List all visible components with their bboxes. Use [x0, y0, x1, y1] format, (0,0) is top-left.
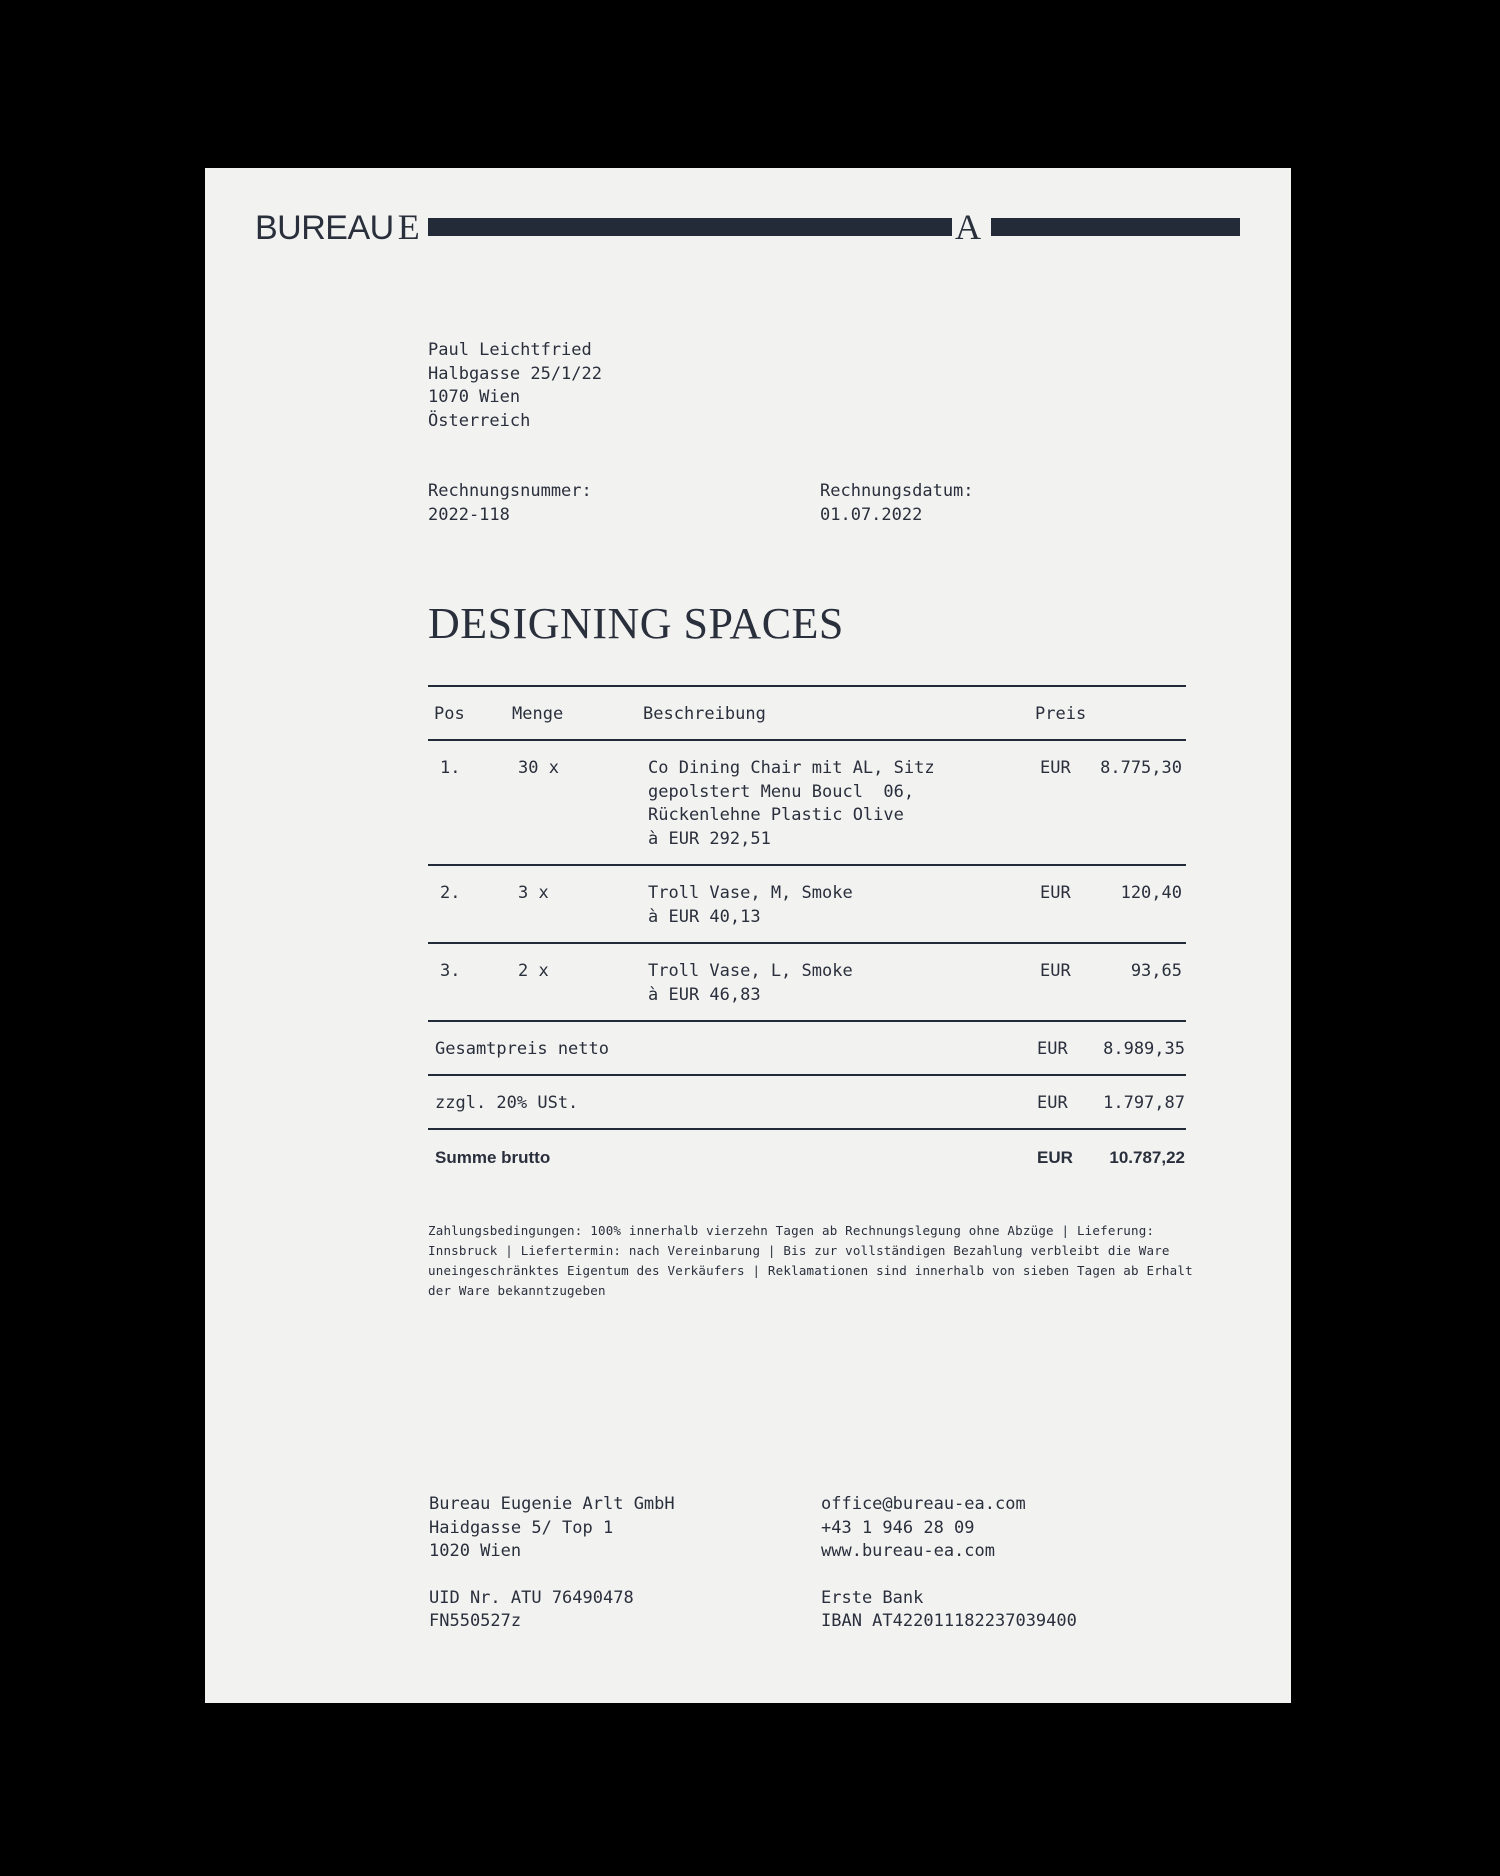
invoice-number: 2022-118: [428, 504, 510, 525]
brand-initial-e: E: [397, 207, 420, 247]
gross-total-amount: 10.787,22: [1109, 1148, 1185, 1167]
recipient-street: Halbgasse 25/1/22: [428, 363, 602, 384]
row-quantity: 3 x: [518, 883, 549, 903]
invoice-date-label: Rechnungsdatum:: [820, 481, 974, 501]
table-rule: [428, 942, 1186, 944]
invoice-number-label: Rechnungsnummer:: [428, 481, 592, 501]
footer-website: www.bureau-ea.com: [821, 1541, 995, 1561]
recipient-city: 1070 Wien: [428, 387, 521, 407]
header-beschreibung: Beschreibung: [643, 704, 766, 724]
row-pos: 1.: [440, 758, 461, 778]
row-quantity: 2 x: [518, 961, 549, 981]
footer-iban: IBAN AT422011182237039400: [821, 1611, 1077, 1631]
header-pos: Pos: [434, 704, 465, 724]
table-rule: [428, 864, 1186, 866]
row-pos: 3.: [440, 961, 461, 981]
row-currency: EUR: [1040, 883, 1071, 903]
table-rule: [428, 1128, 1186, 1130]
gross-total-currency: EUR: [1037, 1148, 1073, 1167]
row-description-line: gepolstert Menu Boucl 06,: [648, 781, 915, 802]
net-total-label: Gesamtpreis netto: [435, 1039, 609, 1059]
row-description-line: Co Dining Chair mit AL, Sitz: [648, 758, 935, 778]
table-rule: [428, 739, 1186, 741]
payment-terms: Zahlungsbedingungen: 100% innerhalb vierzehn Tagen ab Rechnungslegung ohne Abzüge | Lieferung: Innsbruck | Liefertermin: nach Vereinbarung | Bis zur vollständigen Bezahlung verbleibt die Ware uneingeschränktes Eigentum des Verkäufers | Reklamationen sind innerhalb von sieben Tagen ab Erhalt der Ware bekanntzugeben: [428, 1223, 1193, 1298]
vat-amount: 1.797,87: [1103, 1093, 1185, 1113]
footer-bank-name: Erste Bank: [821, 1587, 924, 1608]
header-bar-left: [428, 218, 952, 236]
header-preis: Preis: [1035, 704, 1087, 724]
row-amount: 93,65: [1130, 961, 1182, 981]
brand-initial-a: A: [955, 207, 981, 247]
net-total-amount: 8.989,35: [1103, 1039, 1185, 1059]
footer-company-city: 1020 Wien: [429, 1541, 522, 1561]
row-description-line: Troll Vase, M, Smoke: [648, 883, 853, 903]
row-unit-price: à EUR 40,13: [648, 906, 761, 927]
table-rule: [428, 1020, 1186, 1022]
brand-logo: [255, 206, 419, 248]
invoice-title: DESIGNING SPACES: [428, 599, 844, 648]
row-unit-price: à EUR 292,51: [648, 828, 771, 849]
row-currency: EUR: [1040, 758, 1071, 778]
row-description-line: Rückenlehne Plastic Olive: [648, 805, 904, 825]
footer-fn: FN550527z: [429, 1611, 522, 1631]
footer-company-name: Bureau Eugenie Arlt GmbH: [429, 1494, 675, 1514]
footer-company-street: Haidgasse 5/ Top 1: [429, 1517, 614, 1538]
footer-phone: +43 1 946 28 09: [821, 1517, 975, 1538]
row-unit-price: à EUR 46,83: [648, 984, 761, 1005]
gross-total-label: Summe brutto: [435, 1148, 551, 1167]
recipient-country: Österreich: [428, 410, 531, 431]
header-bar-right: [991, 218, 1240, 236]
table-rule: [428, 1074, 1186, 1076]
row-description-line: Troll Vase, L, Smoke: [648, 961, 853, 981]
row-quantity: 30 x: [518, 758, 559, 778]
invoice-date: 01.07.2022: [820, 504, 923, 525]
net-total-currency: EUR: [1037, 1039, 1068, 1059]
brand-name: BUREAU: [255, 209, 394, 247]
row-amount: 120,40: [1120, 883, 1182, 903]
row-pos: 2.: [440, 883, 461, 903]
row-currency: EUR: [1040, 961, 1071, 981]
vat-currency: EUR: [1037, 1093, 1068, 1113]
row-amount: 8.775,30: [1100, 758, 1182, 778]
recipient-name: Paul Leichtfried: [428, 340, 592, 360]
invoice-page: [205, 168, 1291, 1703]
header-menge: Menge: [512, 704, 564, 724]
footer-email: office@bureau-ea.com: [821, 1494, 1026, 1514]
table-rule: [428, 685, 1186, 687]
footer-uid: UID Nr. ATU 76490478: [429, 1587, 634, 1608]
vat-label: zzgl. 20% USt.: [435, 1093, 579, 1113]
